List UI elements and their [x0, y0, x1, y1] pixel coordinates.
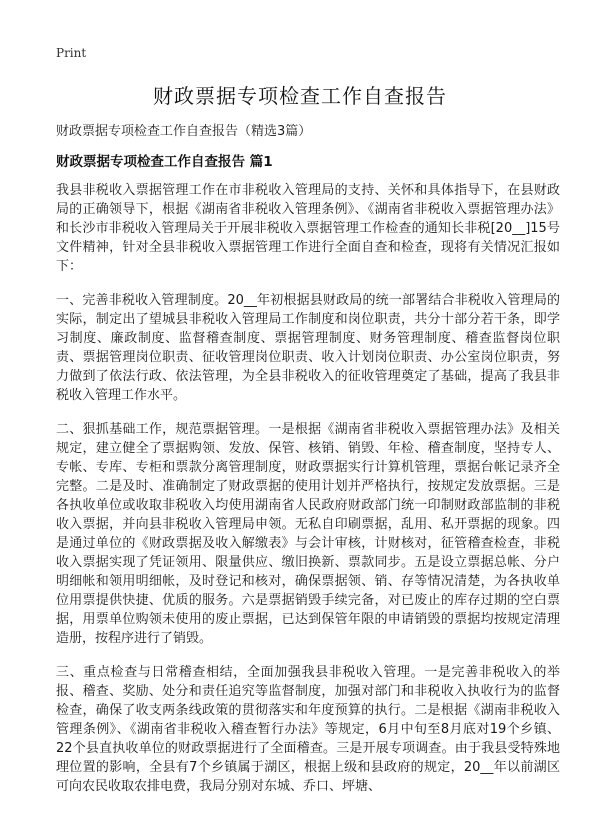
- section-two-paragraph: 二、狠抓基础工作，规范票据管理。一是根据《湖南省非税收入票据管理办法》及相关规定，建立健全了票据购领、发放、保管、核销、销毁、年检、稽查制度，坚持专人、专帐、专库、专柜和票款分离管理制度，财政票据实行计算机管理，票据台帐记录齐全完整。二是及时、准确制定了财政票据的使用计划并严格执行，按规定发放票据。三是各执收单位或收取非税收入均使用湖南省人民政府财政部门统一印制财政部监制的非税收入票据，并向县非税收入管理局申领。无私自印刷票据，乱用、私开票据的现象。四是通过单位的《财政票据及收入解缴表》与会计审核，计财核对，征管稽查检查，非税收入票据实现了凭证领用、限量供应、缴旧换新、票款同步。五是设立票据总帐、分户明细帐和领用明细帐，及时登记和核对，确保票据领、销、存等情况清楚，为各执收单位用票提供快捷、优质的服务。六是票据销毁手续完备，对已废止的库存过期的空白票据，用票单位购领未使用的废止票据，已达到保管年限的申请销毁的票据均按规定清理造册，按程序进行了销毁。: [56, 422, 560, 646]
- section-three-paragraph: 三、重点检查与日常稽查相结，全面加强我县非税收入管理。一是完善非税收入的举报、稽查、奖励、处分和责任追究等监督制度，加强对部门和非税收入执收行为的监督检查，确保了收支两条线政策的贯彻落实和年度预算的执行。二是根据《湖南非税收入管理条例》、《湖南省非税收入稽查暂行办法》等规定，6月中旬至8月底对19个乡镇、22个县直执收单位的财政票据进行了全面稽查。三是开展专项调查。由于我县受特殊地理位置的影响，全县有7个乡镇属于湖区，根据上级和县政府的规定，20__年以前湖区可向农民收取农排电费，我局分别对东城、乔口、坪塘、: [56, 665, 560, 794]
- document-title: 财政票据专项检查工作自查报告: [153, 84, 447, 108]
- print-label: Print: [56, 46, 87, 60]
- document-subtitle: 财政票据专项检查工作自查报告（精选3篇）: [56, 124, 312, 139]
- intro-paragraph: 我县非税收入票据管理工作在市非税收入管理局的支持、关怀和具体指导下，在县财政局的正确领导下，根据《湖南省非税收入管理条例》、《湖南省非税收入票据管理办法》和长沙市非税收入管理局关于开展非税收入票据管理工作检查的通知长非税[20__]15号文件精神，针对全县非税收入票据管理工作进行全面自查和检查，现将有关情况汇报如下：: [56, 183, 560, 274]
- document-body: [56, 181, 560, 796]
- section-heading: 财政票据专项检查工作自查报告 篇1: [56, 154, 273, 170]
- section-one-paragraph: 一、完善非税收入管理制度。20__年初根据县财政局的统一部署结合非税收入管理局的实际，制定出了望城县非税收入管理局工作制度和岗位职责，共分十部分若干条，即学习制度、廉政制度、监督稽查制度、票据管理制度、财务管理制度、稽查监督岗位职责、票据管理岗位职责、征收管理岗位职责、收入计划岗位职责、办公室岗位职责，努力做到了依法行政、依法管理，为全县非税收入的征收管理奠定了基础，提高了我县非税收入管理工作水平。: [56, 293, 560, 403]
